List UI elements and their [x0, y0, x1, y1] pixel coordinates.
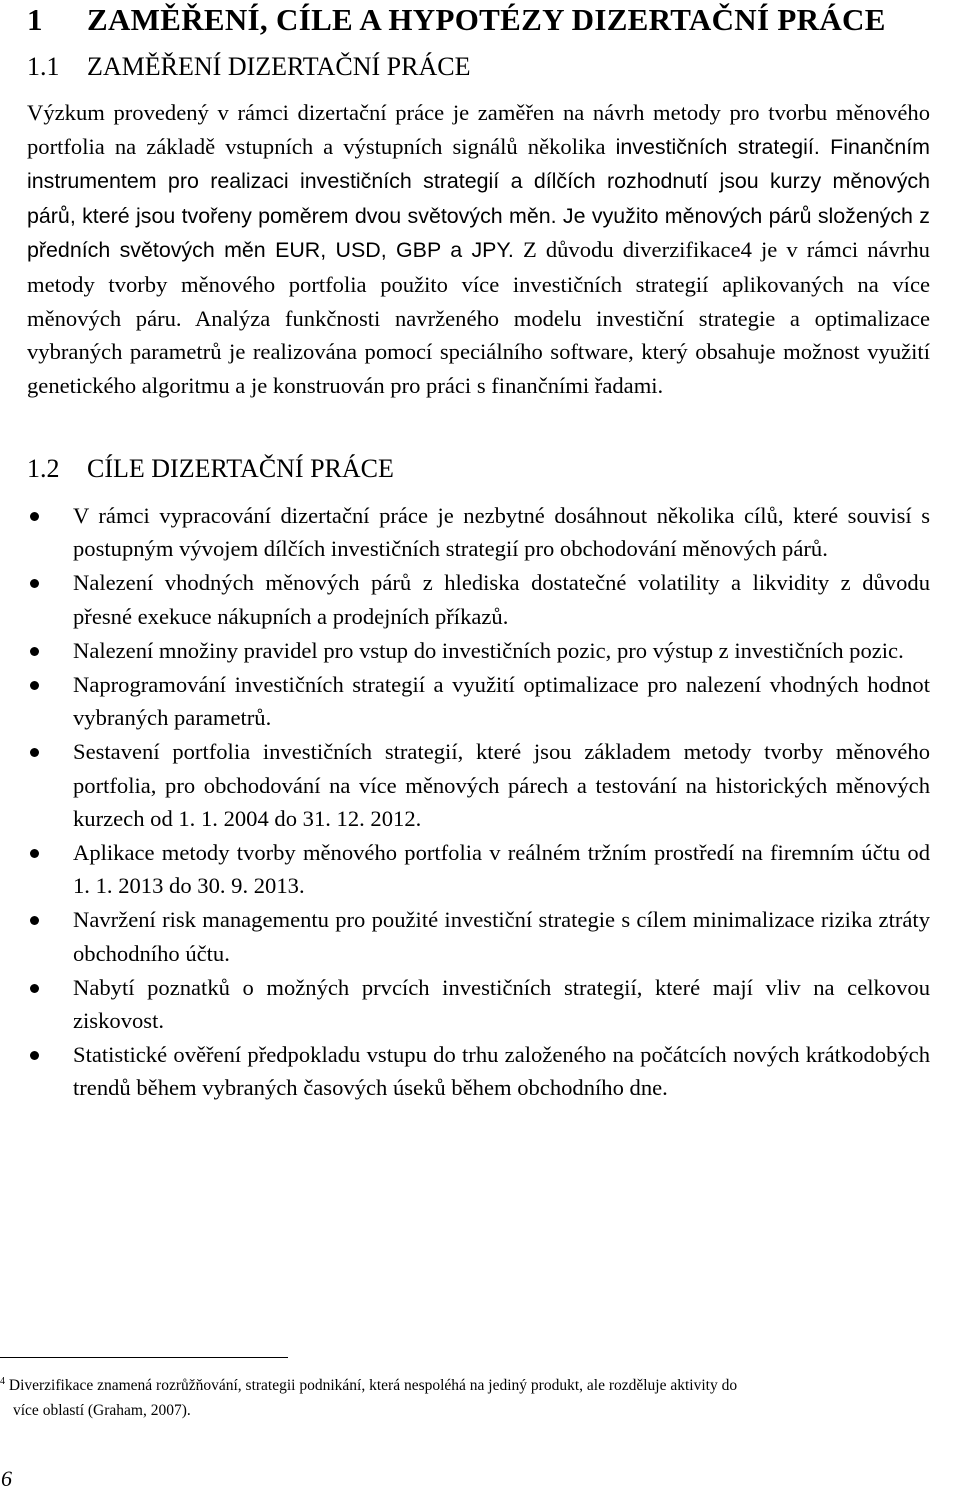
- section-title: ZAMĚŘENÍ DIZERTAČNÍ PRÁCE: [87, 52, 471, 81]
- chapter-number: 1: [27, 2, 43, 37]
- paragraph-part-serif-2: Z důvodu diverzifikace4 je v rámci návrhu metody tvorby měnového portfolia použito více investičních strategií aplikovaných na více měnových páru. Analýza funkčnosti navrženého modelu investiční strategie a optimalizace vybraných parametrů je realizována pomocí speciálního software, který obsahuje možnost využití genetického algoritmu a je konstruován pro práci s finančními řadami.: [27, 237, 930, 398]
- section-heading-1-2: [27, 454, 394, 484]
- bullet-icon: [30, 512, 39, 521]
- list-item: [27, 735, 930, 835]
- bullet-icon: [30, 647, 39, 656]
- list-item: [27, 566, 930, 632]
- bullet-icon: [30, 984, 39, 993]
- list-item: [27, 971, 930, 1037]
- chapter-title: ZAMĚŘENÍ, CÍLE A HYPOTÉZY DIZERTAČNÍ PRÁCE: [87, 2, 886, 37]
- list-item-text: Nalezení vhodných měnových párů z hlediska dostatečné volatility a likvidity z důvodu přesné exekuce nákupních a prodejních příkazů.: [73, 570, 930, 629]
- bullet-icon: [30, 681, 39, 690]
- footnote-text-1: Diverzifikace znamená rozrůžňování, strategii podnikání, která nespoléhá na jediný produkt, ale rozděluje aktivity do: [8, 1377, 738, 1394]
- page-number: 6: [1, 1466, 12, 1491]
- list-item-text: V rámci vypracování dizertační práce je nezbytné dosáhnout několika cílů, které souvisí s postupným vývojem dílčích investičních strategií pro obchodování měnových párů.: [73, 503, 930, 562]
- section-paragraph: [27, 96, 930, 402]
- list-item-text: Nabytí poznatků o možných prvcích investičních strategií, které mají vliv na celkovou ziskovost.: [73, 974, 930, 1034]
- goals-list: [27, 499, 930, 1106]
- bullet-icon: [30, 579, 39, 588]
- list-item: [27, 903, 930, 969]
- chapter-heading: [27, 2, 886, 38]
- section-title: CÍLE DIZERTAČNÍ PRÁCE: [87, 454, 394, 483]
- bullet-icon: [30, 1051, 39, 1060]
- footnote-separator: [0, 1357, 288, 1358]
- footnote-marker: 4: [0, 1375, 5, 1387]
- list-item: [27, 499, 930, 565]
- list-item: [27, 836, 930, 902]
- footnote: [0, 1373, 930, 1423]
- paragraph-part-serif-1: Výzkum provedený v rámci dizertační práce je zaměřen na návrh metody pro tvorbu měnového portfolia na základě vstupních a výstupních signálů několika: [27, 100, 930, 159]
- list-item-text: Aplikace metody tvorby měnového portfolia v reálném tržním prostředí na firemním účtu od 1. 1. 2013 do 30. 9. 2013.: [73, 840, 930, 899]
- bullet-icon: [30, 916, 39, 925]
- list-item-text: Nalezení množiny pravidel pro vstup do investičních pozic, pro výstup z investičních pozic.: [73, 637, 904, 663]
- list-item-text: Statistické ověření předpokladu vstupu do trhu založeného na počátcích nových krátkodobých trendů během vybraných časových úseků během obchodního dne.: [73, 1042, 930, 1101]
- bullet-icon: [30, 748, 39, 757]
- list-item: [27, 668, 930, 734]
- list-item-text: Navržení risk managementu pro použité investiční strategie s cílem minimalizace rizika ztráty obchodního účtu.: [73, 907, 930, 966]
- footnote-line-2: více oblastí (Graham, 2007).: [13, 1402, 191, 1419]
- footnote-line-1: [0, 1373, 930, 1398]
- bullet-icon: [30, 849, 39, 858]
- list-item-text: Sestavení portfolia investičních strategií, které jsou základem metody tvorby měnového portfolia, pro obchodování na více měnových párech a testování na historických měnových kurzech od 1. 1. 2004 do 31. 12. 2012.: [73, 739, 930, 831]
- section-number: 1.2: [27, 454, 60, 483]
- list-item: [27, 1038, 930, 1104]
- section-heading-1-1: [27, 52, 470, 82]
- list-item-text: Naprogramování investičních strategií a využití optimalizace pro nalezení vhodných hodnot vybraných parametrů.: [73, 672, 930, 731]
- list-item: [27, 634, 930, 667]
- section-number: 1.1: [27, 52, 60, 81]
- paragraph-part-sans: investičních strategií. Finančním instrumentem pro realizaci investičních strategií a dílčích rozhodnutí jsou kurzy měnových párů, které jsou tvořeny poměrem dvou světových měn. Je využito měnových párů složených z předních světových měn EUR, USD, GBP a JPY.: [27, 134, 930, 263]
